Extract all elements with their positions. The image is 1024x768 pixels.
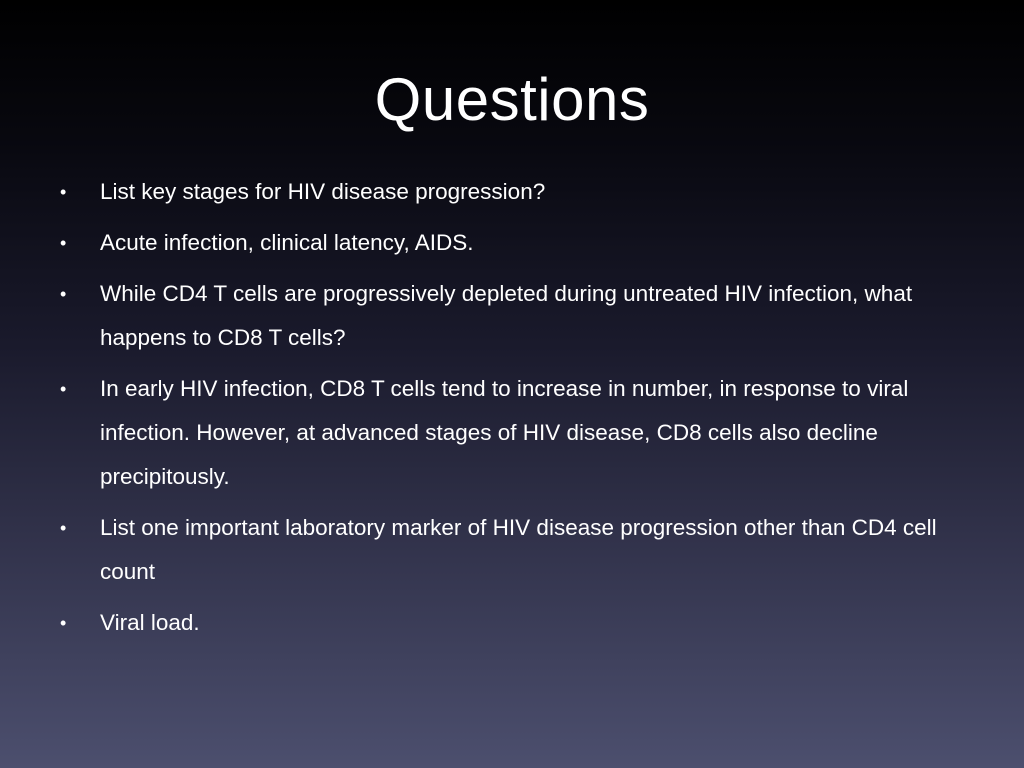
bullet-text: While CD4 T cells are progressively depleted during untreated HIV infection, what happens to CD8 T cells? [100,281,913,350]
bullet-text: List key stages for HIV disease progression? [100,179,546,204]
bullet-text: Viral load. [100,610,200,635]
bullet-item [56,506,966,594]
bullet-list [56,170,966,652]
bullet-dot-icon: • [60,379,67,399]
bullet-item [56,170,966,214]
bullet-dot-icon: • [60,518,67,538]
bullet-item [56,221,966,265]
bullet-dot-icon: • [60,613,67,633]
bullet-dot-icon: • [60,284,67,304]
bullet-item [56,601,966,645]
bullet-item [56,272,966,360]
bullet-item [56,367,966,499]
bullet-text: In early HIV infection, CD8 T cells tend to increase in number, in response to viral infection. However, at advanced stages of HIV disease, CD8 cells also decline precipitously. [100,376,909,489]
bullet-text: Acute infection, clinical latency, AIDS. [100,230,474,255]
bullet-text: List one important laboratory marker of HIV disease progression other than CD4 cell count [100,515,937,584]
slide-title: Questions [374,66,650,133]
bullet-dot-icon: • [60,233,67,253]
bullet-dot-icon: • [60,182,67,202]
